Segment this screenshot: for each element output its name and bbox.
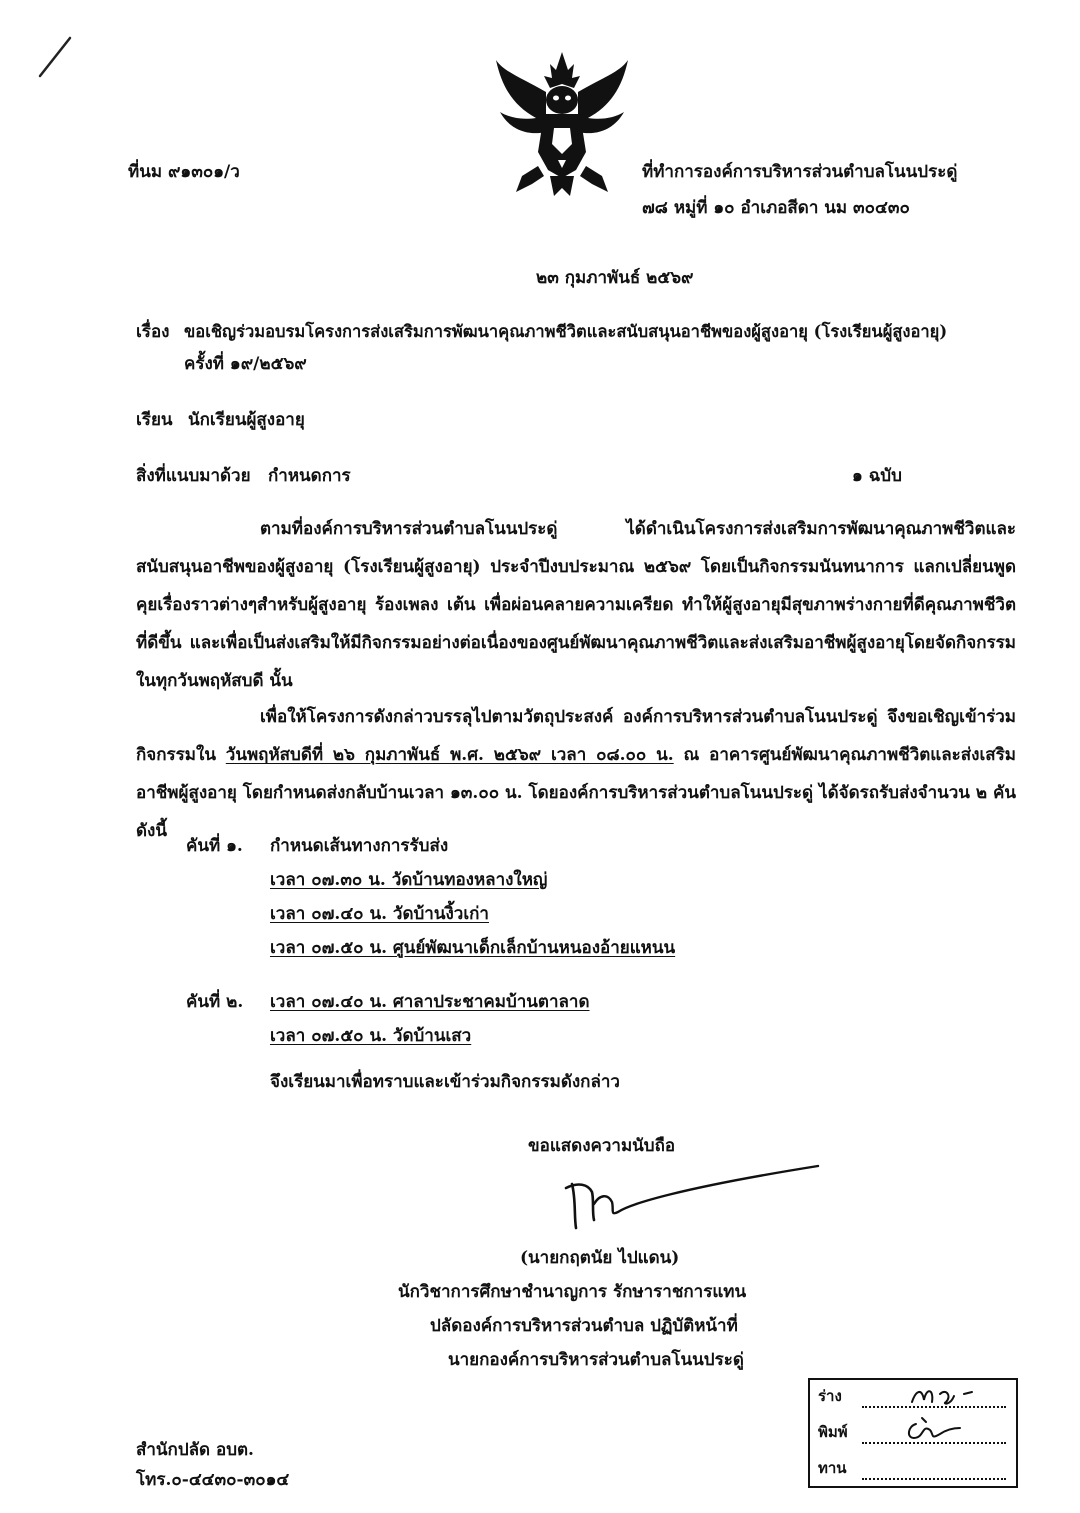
vehicle-1-stop: เวลา ๐๗.๔๐ น. วัดบ้านงิ้วเก่า (270, 904, 489, 924)
recipient-value: นักเรียนผู้สูงอายุ (188, 410, 305, 430)
body-paragraph-1: ตามที่องค์การบริหารส่วนตำบลโนนประดู่ ได้ดำเนินโครงการส่งเสริมการพัฒนาคุณภาพชีวิตและสนับสนุนอาชีพของผู้สูงอายุ (โรงเรียนผู้สูงอายุ) ประจำปีงบประมาณ ๒๕๖๙ โดยเป็นกิจกรรมนันทนาการ แลกเปลี่ยนพูดคุยเรื่องราวต่างๆสำหรับผู้สูงอายุ ร้องเพลง เต้น เพื่อผ่อนคลายความเครียด ทำให้ผู้สูงอายุมีสุขภาพร่างกายที่ดีคุณภาพชีวิตที่ดีขึ้น และเพื่อเป็นส่งเสริมให้มีกิจกรรมอย่างต่อเนื่องของศูนย์พัฒนาคุณภาพชีวิตและส่งเสริมอาชีพผู้สูงอายุโดยจัดกิจกรรมในทุกวันพฤหัสบดี นั้น (136, 519, 1016, 691)
attachment-count: ๑ ฉบับ (852, 466, 902, 486)
garuda-emblem (492, 48, 632, 200)
attachment-value: กำหนดการ (268, 466, 351, 486)
vehicle-2-label: คันที่ ๒. (186, 992, 244, 1012)
signatory-name: (นายกฤตนัย ไปแดน) (520, 1248, 680, 1268)
event-datetime: วันพฤหัสบดีที่ ๒๖ กุมภาพันธ์ พ.ศ. ๒๕๖๙ เวลา ๐๘.๐๐ น. (225, 745, 674, 765)
vehicle-2-stop: เวลา ๐๗.๔๐ น. ศาลาประชาคมบ้านตาลาด (270, 992, 590, 1012)
body-paragraph-2 (136, 698, 1016, 850)
handwritten-signature (560, 1160, 830, 1236)
venue-text: ณ อาคารศูนย์พัฒนาคุณภาพชีวิตและส่งเสริมอาชีพผู้สูงอายุ โดยกำหนดส่งกลับบ้านเวลา ๑๓.๐๐ น. โดยองค์การบริหารส่วนตำบลโนนประดู่ ได้จัดรถรับส่งจำนวน ๒ คันดังนี้ (136, 745, 1017, 841)
vehicle-1-stop: เวลา ๐๗.๕๐ น. ศูนย์พัฒนาเด็กเล็กบ้านหนองอ้ายแหนน (270, 938, 676, 958)
office-address-line2: ๗๘ หมู่ที่ ๑๐ อำเภอสีดา นม ๓๐๔๓๐ (642, 198, 910, 218)
recipient-label: เรียน (136, 410, 173, 430)
department-name: สำนักปลัด อบต. (136, 1440, 254, 1460)
typed-initials (900, 1416, 970, 1444)
draft-initials (906, 1382, 986, 1410)
subject-line2: ครั้งที่ ๑๙/๒๕๖๙ (184, 354, 307, 374)
closing-sentence: จึงเรียนมาเพื่อทราบและเข้าร่วมกิจกรรมดังกล่าว (270, 1072, 620, 1092)
stamp-typed-label: พิมพ์ (818, 1423, 848, 1441)
phone-number: โทร.๐-๔๔๓๐-๓๐๑๔ (136, 1470, 290, 1490)
vehicle-2-stop: เวลา ๐๗.๕๐ น. วัดบ้านเสว (270, 1026, 472, 1046)
signatory-title-3: นายกองค์การบริหารส่วนตำบลโนนประดู่ (448, 1350, 744, 1370)
approval-stamp (808, 1378, 1018, 1488)
vehicle-1-stop: เวลา ๐๗.๓๐ น. วัดบ้านทองหลางใหญ่ (270, 870, 548, 890)
subject-line1: ขอเชิญร่วมอบรมโครงการส่งเสริมการพัฒนาคุณภาพชีวิตและสนับสนุนอาชีพของผู้สูงอายุ (โรงเรียนผู้สูงอายุ) (184, 322, 948, 341)
regards: ขอแสดงความนับถือ (528, 1136, 676, 1156)
subject-label: เรื่อง (136, 322, 170, 342)
reference-number: ที่นม ๙๑๓๐๑/ว (128, 162, 240, 182)
stamp-draft-label: ร่าง (818, 1387, 842, 1405)
stamp-reviewed-line (862, 1478, 1006, 1480)
signatory-title-2: ปลัดองค์การบริหารส่วนตำบล ปฏิบัติหน้าที่ (430, 1316, 738, 1336)
vehicle-1-label: คันที่ ๑. (186, 836, 243, 856)
vehicle-1-intro: กำหนดเส้นทางการรับส่ง (270, 836, 449, 856)
letter-date: ๒๓ กุมภาพันธ์ ๒๕๖๙ (536, 268, 694, 288)
office-address-line1: ที่ทำการองค์การบริหารส่วนตำบลโนนประดู่ (642, 162, 958, 182)
pen-mark (36, 34, 76, 80)
stamp-reviewed-label: ทาน (818, 1459, 847, 1477)
signatory-title-1: นักวิชาการศึกษาชำนาญการ รักษาราชการแทน (398, 1282, 747, 1302)
invitation-text: เพื่อให้โครงการดังกล่าวบรรลุไปตามวัตถุประสงค์ องค์การบริหารส่วนตำบลโนนประดู่ จึงขอเชิญเข้าร่วมกิจกรรมใน (136, 707, 1016, 765)
attachment-label: สิ่งที่แนบมาด้วย (136, 466, 251, 486)
